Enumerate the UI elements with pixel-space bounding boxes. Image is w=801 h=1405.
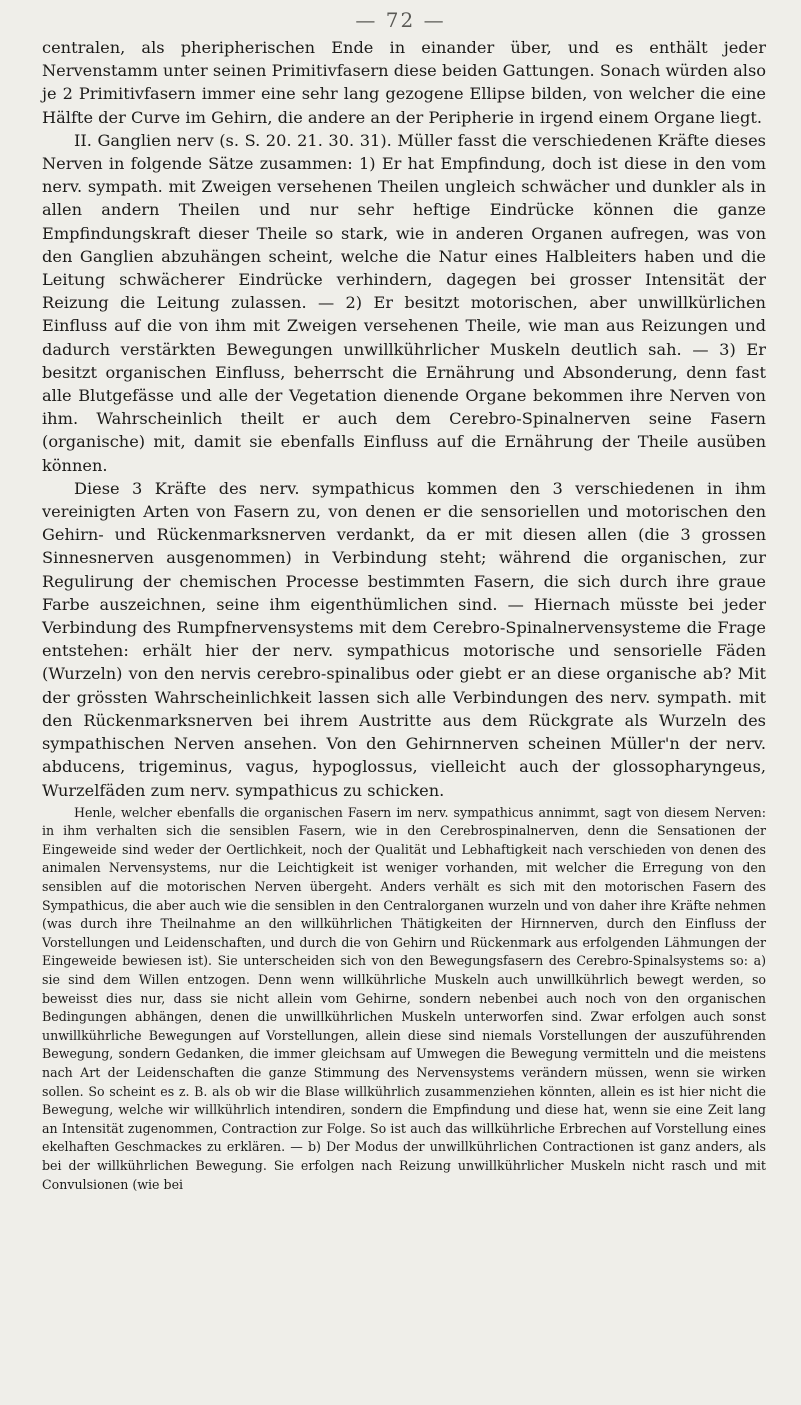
paragraph-1: centralen, als pheripherischen Ende in einander über, und es enthält jeder Nervenstamm unter seinen Primitivfasern diese beiden Gattungen. Sonach würden also je 2 Primitivfasern immer eine sehr lang gezogene Ellipse bilden, von welcher die eine Hälfte der Curve im Gehirn, die andere an der Peripherie in irgend einem Organe liegt. [42,38,766,127]
page-number: — 72 — [355,8,446,32]
paragraph-3: Diese 3 Kräfte des nerv. sympathicus kommen den 3 verschiedenen in ihm vereinigten Arten von Fasern zu, von denen er die sensoriellen und motorischen den Gehirn- und Rückenmarksnerven verdankt, da er mit diesen allen (die 3 grossen Sinnesnerven ausgenommen) in Verbindung steht; während die organischen, zur Regulirung der chemischen Processe bestimmten Fasern, die sich durch ihre graue Farbe auszeichnen, seine ihm eigenthümlichen sind. — Hiernach müsste bei jeder Verbindung des Rumpfnervensystems mit dem Cerebro-Spinalnervensysteme die Frage entstehen: erhält hier der nerv. sympathicus motorische und sensorielle Fäden (Wurzeln) von den nervis cerebro-spinalibus oder giebt er an diese organische ab? Mit der grössten Wahrscheinlichkeit lassen sich alle Verbindungen des nerv. sympath. mit den Rückenmarksnerven bei ihrem Austritte aus dem Rückgrate als Wurzeln des sympathischen Nerven ansehen. Von den Gehirnnerven scheinen Müller'n der nerv. abducens, trigeminus, vagus, hypoglossus, vielleicht auch der glossopharyngeus, Wurzelfäden zum nerv. sympathicus zu schicken. [42,478,766,800]
paragraph-2: II. Ganglien nerv (s. S. 20. 21. 30. 31). Müller fasst die verschiedenen Kräfte dieses Nerven in folgende Sätze zusammen: 1) Er hat Empfindung, doch ist diese in den vom nerv. sympath. mit Zweigen versehenen Theilen ungleich schwächer und dunkler als in allen andern Theilen und nur sehr heftige Eindrücke können die ganze Empfindungskraft dieser Theile so stark, wie in anderen Organen aufregen, was von den Ganglien abzuhängen scheint, welche die Natur eines Halbleiters haben und die Leitung schwächerer Eindrücke verhindern, dagegen bei grosser Intensität der Reizung die Leitung zulassen. — 2) Er besitzt motorischen, aber unwillkürlichen Einfluss auf die von ihm mit Zweigen versehenen Theile, wie man aus Reizungen und dadurch verstärkten Bewegungen unwillkührlicher Muskeln deutlich sah. — 3) Er besitzt organischen Einfluss, beherrscht die Ernährung und Absonderung, denn fast alle Blutgefässe und alle der Vegetation dienende Organe bekommen ihre Nerven von ihm. Wahrscheinlich theilt er auch dem Cerebro-Spinalnerven seine Fasern (organische) mit, damit sie ebenfalls Einfluss auf die Ernährung der Theile ausüben können. [42,130,766,475]
page-body [42,36,766,1194]
note-henle: Henle, welcher ebenfalls die organischen Fasern im nerv. sympathicus annimmt, sagt von diesem Nerven: in ihm verhalten sich die sensiblen Fasern, wie in den Cerebrospinalnerven, denn die Sensationen der Eingeweide sind weder der Oertlichkeit, noch der Qualität und Lebhaftigkeit nach verschieden von denen des animalen Nervensystems, nur die Leichtigkeit ist weniger vorhanden, mit welcher die Erregung von den sensiblen auf die motorischen Nerven übergeht. Anders verhält es sich mit den motorischen Fasern des Sympathicus, die aber auch wie die sensiblen in den Centralorganen wurzeln und von daher ihre Kräfte nehmen (was durch ihre Theilnahme an den willkührlichen Thätigkeiten der Hirnnerven, durch den Einfluss der Vorstellungen und Leidenschaften, und durch die von Gehirn und Rückenmark aus erfolgenden Lähmungen der Eingeweide bewiesen ist). Sie unterscheiden sich von den Bewegungsfasern des Cerebro-Spinalsystems so: a) sie sind dem Willen entzogen. Denn wenn willkührliche Muskeln auch unwillkührlich bewegt werden, so beweisst dies nur, dass sie nicht allein vom Gehirne, sondern nebenbei auch noch von den organischen Bedingungen abhängen, denen die unwillkührlichen Muskeln unterworfen sind. Zwar erfolgen auch sonst unwillkührliche Bewegungen auf Vorstellungen, allein diese sind niemals Vorstellungen der auszuführenden Bewegung, sondern Gedanken, die immer gleichsam auf Umwegen die Bewegung vermitteln und die meistens nach Art der Leidenschaften die ganze Stimmung des Nervensystems verändern müssen, wenn sie wirken sollen. So scheint es z. B. als ob wir die Blase willkührlich zusammenziehen könnten, allein es ist hier nicht die Bewegung, welche wir willkührlich intendiren, sondern die Empfindung und diese hat, wenn sie eine Zeit lang an Intensität zugenommen, Contraction zur Folge. So ist auch das willkührliche Erbrechen auf Vorstellung eines ekelhaften Geschmackes zu erklären. — b) Der Modus der unwillkührlichen Contractionen ist ganz anders, als bei der willkührlichen Bewegung. Sie erfolgen nach Reizung unwillkührlicher Muskeln nicht rasch und mit Convulsionen (wie bei [42,804,766,1192]
